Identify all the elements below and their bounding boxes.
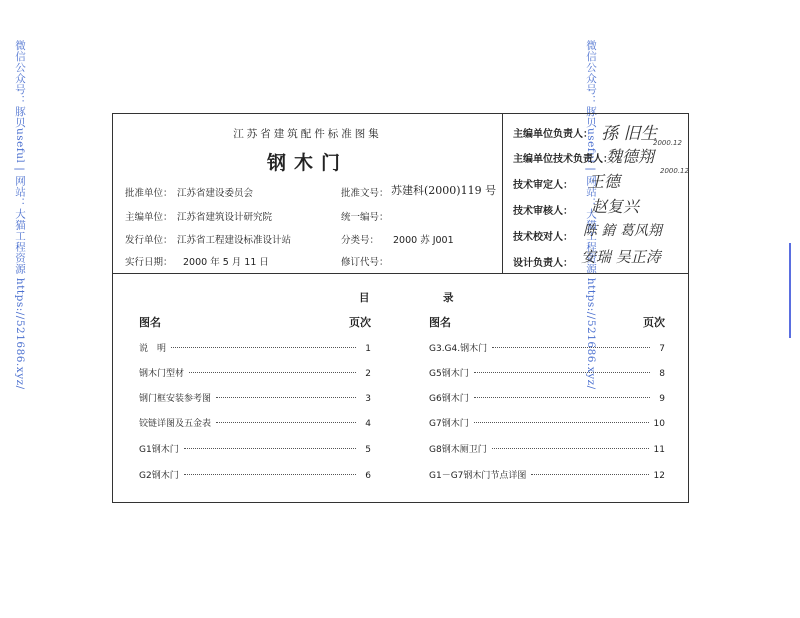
sig-label-reviewer: 技术审核人： bbox=[513, 206, 573, 217]
toc-entry[interactable] bbox=[429, 366, 665, 380]
toc-entry-page: 11 bbox=[653, 445, 665, 455]
sig-label-approver: 技术审定人： bbox=[513, 180, 573, 191]
toc-col-name-left: 图名 bbox=[139, 316, 161, 329]
sign-date-2: 2000.12 bbox=[660, 167, 689, 175]
toc-entry-page: 8 bbox=[659, 369, 665, 379]
toc-entry[interactable] bbox=[139, 416, 371, 430]
toc-entry-name: 钢木门型材 bbox=[139, 369, 185, 379]
category-no-label: 分类号： bbox=[341, 235, 380, 246]
approval-no-label: 批准文号： bbox=[341, 188, 389, 199]
toc-entry-page: 1 bbox=[365, 344, 371, 354]
leader-dots bbox=[171, 347, 356, 348]
toc-entry-name: G7钢木门 bbox=[429, 419, 469, 429]
doc-title: 钢木门 bbox=[266, 152, 348, 174]
toc-entry-name: G1钢木门 bbox=[139, 445, 179, 455]
toc-entry-page: 6 bbox=[365, 471, 371, 481]
revision-no-label: 修订代号： bbox=[341, 257, 389, 268]
approval-unit: 江苏省建设委员会 bbox=[177, 188, 254, 199]
title-sheet bbox=[112, 113, 689, 503]
approval-unit-label: 批准单位： bbox=[125, 188, 173, 199]
sig-label-chief-editor: 主编单位负责人： bbox=[513, 129, 593, 140]
toc-entry[interactable] bbox=[429, 391, 665, 405]
toc-entry-page: 9 bbox=[659, 394, 665, 404]
watermark-left: 微信公众号：豚贝useful | 网站：大猫工程资源 https://521686.xyz/ bbox=[14, 40, 26, 390]
signature-design-lead: 安瑞 吴正涛 bbox=[581, 248, 661, 266]
toc-entry-name: G1－G7钢木门节点详图 bbox=[429, 471, 527, 481]
toc-entry[interactable] bbox=[429, 416, 665, 430]
sig-label-tech-head: 主编单位技术负责人： bbox=[513, 154, 613, 165]
leader-dots bbox=[189, 372, 356, 373]
toc-entry-name: G6钢木门 bbox=[429, 394, 469, 404]
toc-col-page-left: 页次 bbox=[349, 316, 371, 329]
toc-entry-name: G2钢木门 bbox=[139, 471, 179, 481]
leader-dots bbox=[184, 474, 356, 475]
toc-col-name-right: 图名 bbox=[429, 316, 451, 329]
header-divider-horizontal bbox=[113, 273, 688, 274]
editor-unit: 江苏省建筑设计研究院 bbox=[177, 212, 273, 223]
toc-entry[interactable] bbox=[139, 366, 371, 380]
signature-tech-head: 魏德翔 bbox=[606, 147, 655, 166]
toc-entry-page: 10 bbox=[653, 419, 665, 429]
issue-unit: 江苏省工程建设标准设计站 bbox=[177, 235, 292, 246]
toc-entry[interactable] bbox=[139, 391, 371, 405]
signature-reviewer: 赵复兴 bbox=[591, 197, 640, 216]
effective-date: 2000 年 5 月 11 日 bbox=[183, 257, 269, 268]
toc-entry[interactable] bbox=[429, 468, 665, 482]
toc-entry-name: G8钢木厕卫门 bbox=[429, 445, 487, 455]
header-divider-vertical bbox=[502, 114, 503, 273]
unified-no-label: 统一编号： bbox=[341, 212, 389, 223]
leader-dots bbox=[474, 372, 650, 373]
leader-dots bbox=[531, 474, 648, 475]
signature-proofreader: 陈 錥 葛风翔 bbox=[583, 223, 662, 239]
leader-dots bbox=[474, 422, 649, 423]
leader-dots bbox=[216, 422, 356, 423]
toc-heading-2: 录 bbox=[443, 292, 454, 304]
sig-label-design-lead: 设计负责人： bbox=[513, 258, 573, 269]
toc-entry[interactable] bbox=[139, 442, 371, 456]
toc-entry-page: 7 bbox=[659, 344, 665, 354]
approval-no: 苏建科(2000)119 号 bbox=[391, 184, 497, 197]
leader-dots bbox=[216, 397, 356, 398]
effective-date-label: 实行日期： bbox=[125, 257, 173, 268]
toc-entry[interactable] bbox=[139, 468, 371, 482]
toc-heading-1: 目 bbox=[359, 292, 370, 304]
leader-dots bbox=[492, 448, 649, 449]
series-title: 江苏省建筑配件标准图集 bbox=[233, 128, 382, 140]
watermark-right: 微信公众号：豚贝useful | 网站：大猫工程资源 https://521686.xyz/ bbox=[585, 40, 597, 390]
toc-entry-name: G3.G4.钢木门 bbox=[429, 344, 488, 354]
toc-entry-page: 3 bbox=[365, 394, 371, 404]
toc-entry-page: 5 bbox=[365, 445, 371, 455]
toc-entry[interactable] bbox=[429, 442, 665, 456]
toc-entry-page: 12 bbox=[653, 471, 665, 481]
toc-entry[interactable] bbox=[429, 341, 665, 355]
toc-entry-name: 铰链详图及五金表 bbox=[139, 419, 212, 429]
category-no: 2000 苏 J001 bbox=[393, 235, 454, 246]
toc-col-page-right: 页次 bbox=[643, 316, 665, 329]
signature-chief-editor: 孫 旧生 bbox=[601, 124, 658, 144]
issue-unit-label: 发行单位： bbox=[125, 235, 173, 246]
signature-approver: 王德 bbox=[588, 172, 621, 191]
editor-unit-label: 主编单位： bbox=[125, 212, 173, 223]
leader-dots bbox=[492, 347, 650, 348]
toc-entry[interactable] bbox=[139, 341, 371, 355]
toc-entry-page: 4 bbox=[365, 419, 371, 429]
sign-date-1: 2000.12 bbox=[653, 139, 682, 147]
edge-marker-line bbox=[789, 243, 791, 338]
leader-dots bbox=[184, 448, 356, 449]
leader-dots bbox=[474, 397, 650, 398]
toc-entry-name: 说 明 bbox=[139, 344, 167, 354]
toc-entry-name: G5钢木门 bbox=[429, 369, 469, 379]
toc-entry-name: 钢门框安装参考图 bbox=[139, 394, 212, 404]
toc-entry-page: 2 bbox=[365, 369, 371, 379]
sig-label-proofreader: 技术校对人： bbox=[513, 232, 573, 243]
